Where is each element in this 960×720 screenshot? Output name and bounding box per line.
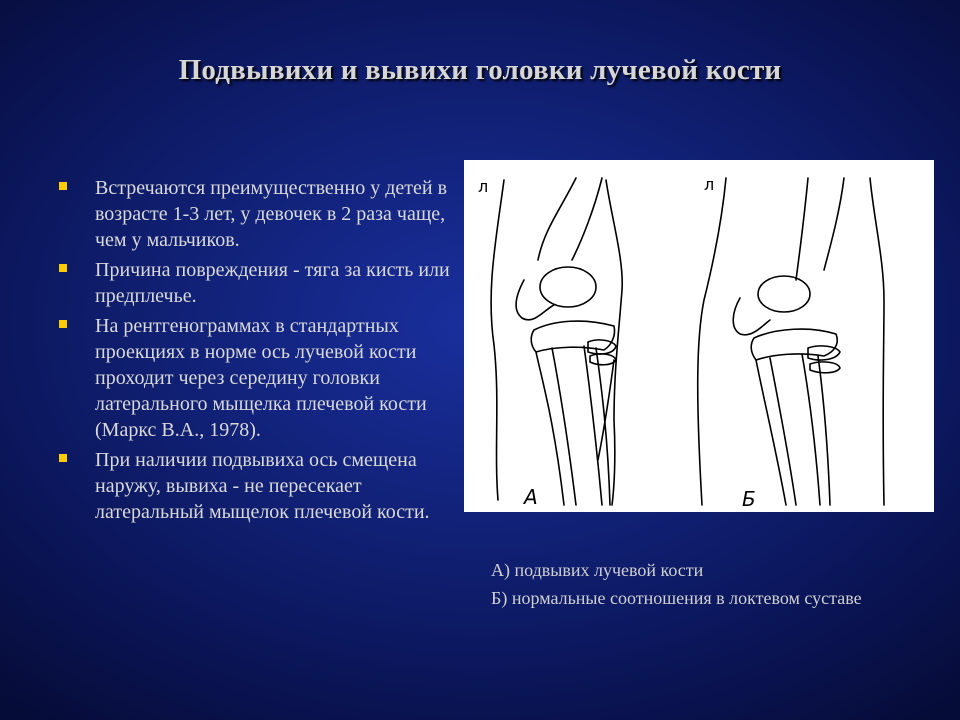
side-mark-left: л xyxy=(478,177,489,196)
bullet-text: При наличии подвывиха ось смещена наружу, вывиха - не пересекает латеральный мыщелок плечевой кости. xyxy=(95,449,430,523)
bullet-text: На рентгенограммах в стандартных проекциях в норме ось лучевой кости проходит через середину головки латерального мыщелка плечевой кости (Маркс В.А., 1978). xyxy=(95,315,427,441)
bullet-item xyxy=(58,175,466,253)
square-bullet-icon xyxy=(59,264,67,272)
square-bullet-icon xyxy=(59,320,67,328)
side-mark-right: л xyxy=(704,175,715,194)
bullet-item xyxy=(58,447,466,525)
square-bullet-icon xyxy=(59,454,67,462)
caption-line-a: А) подвывих лучевой кости xyxy=(491,560,704,580)
elbow-drawing-a xyxy=(491,178,622,505)
bullet-item xyxy=(58,313,466,443)
bullet-text: Встречаются преимущественно у детей в возрасте 1-3 лет, у девочек в 2 раза чаще, чем у мальчиков. xyxy=(95,177,448,251)
bullet-list xyxy=(58,175,466,529)
figure-label-b: Б xyxy=(742,487,756,511)
figure-caption xyxy=(491,556,931,612)
bullet-item xyxy=(58,257,466,309)
bullet-text: Причина повреждения - тяга за кисть или предплечье. xyxy=(95,259,450,307)
slide-title: Подвывихи и вывихи головки лучевой кости xyxy=(178,54,782,86)
caption-line-b: Б) нормальные соотношения в локтевом суставе xyxy=(491,588,862,608)
xray-drawing-figure xyxy=(464,160,934,512)
elbow-drawing-b xyxy=(698,178,884,505)
figure-label-a: А xyxy=(524,485,538,509)
square-bullet-icon xyxy=(59,182,67,190)
